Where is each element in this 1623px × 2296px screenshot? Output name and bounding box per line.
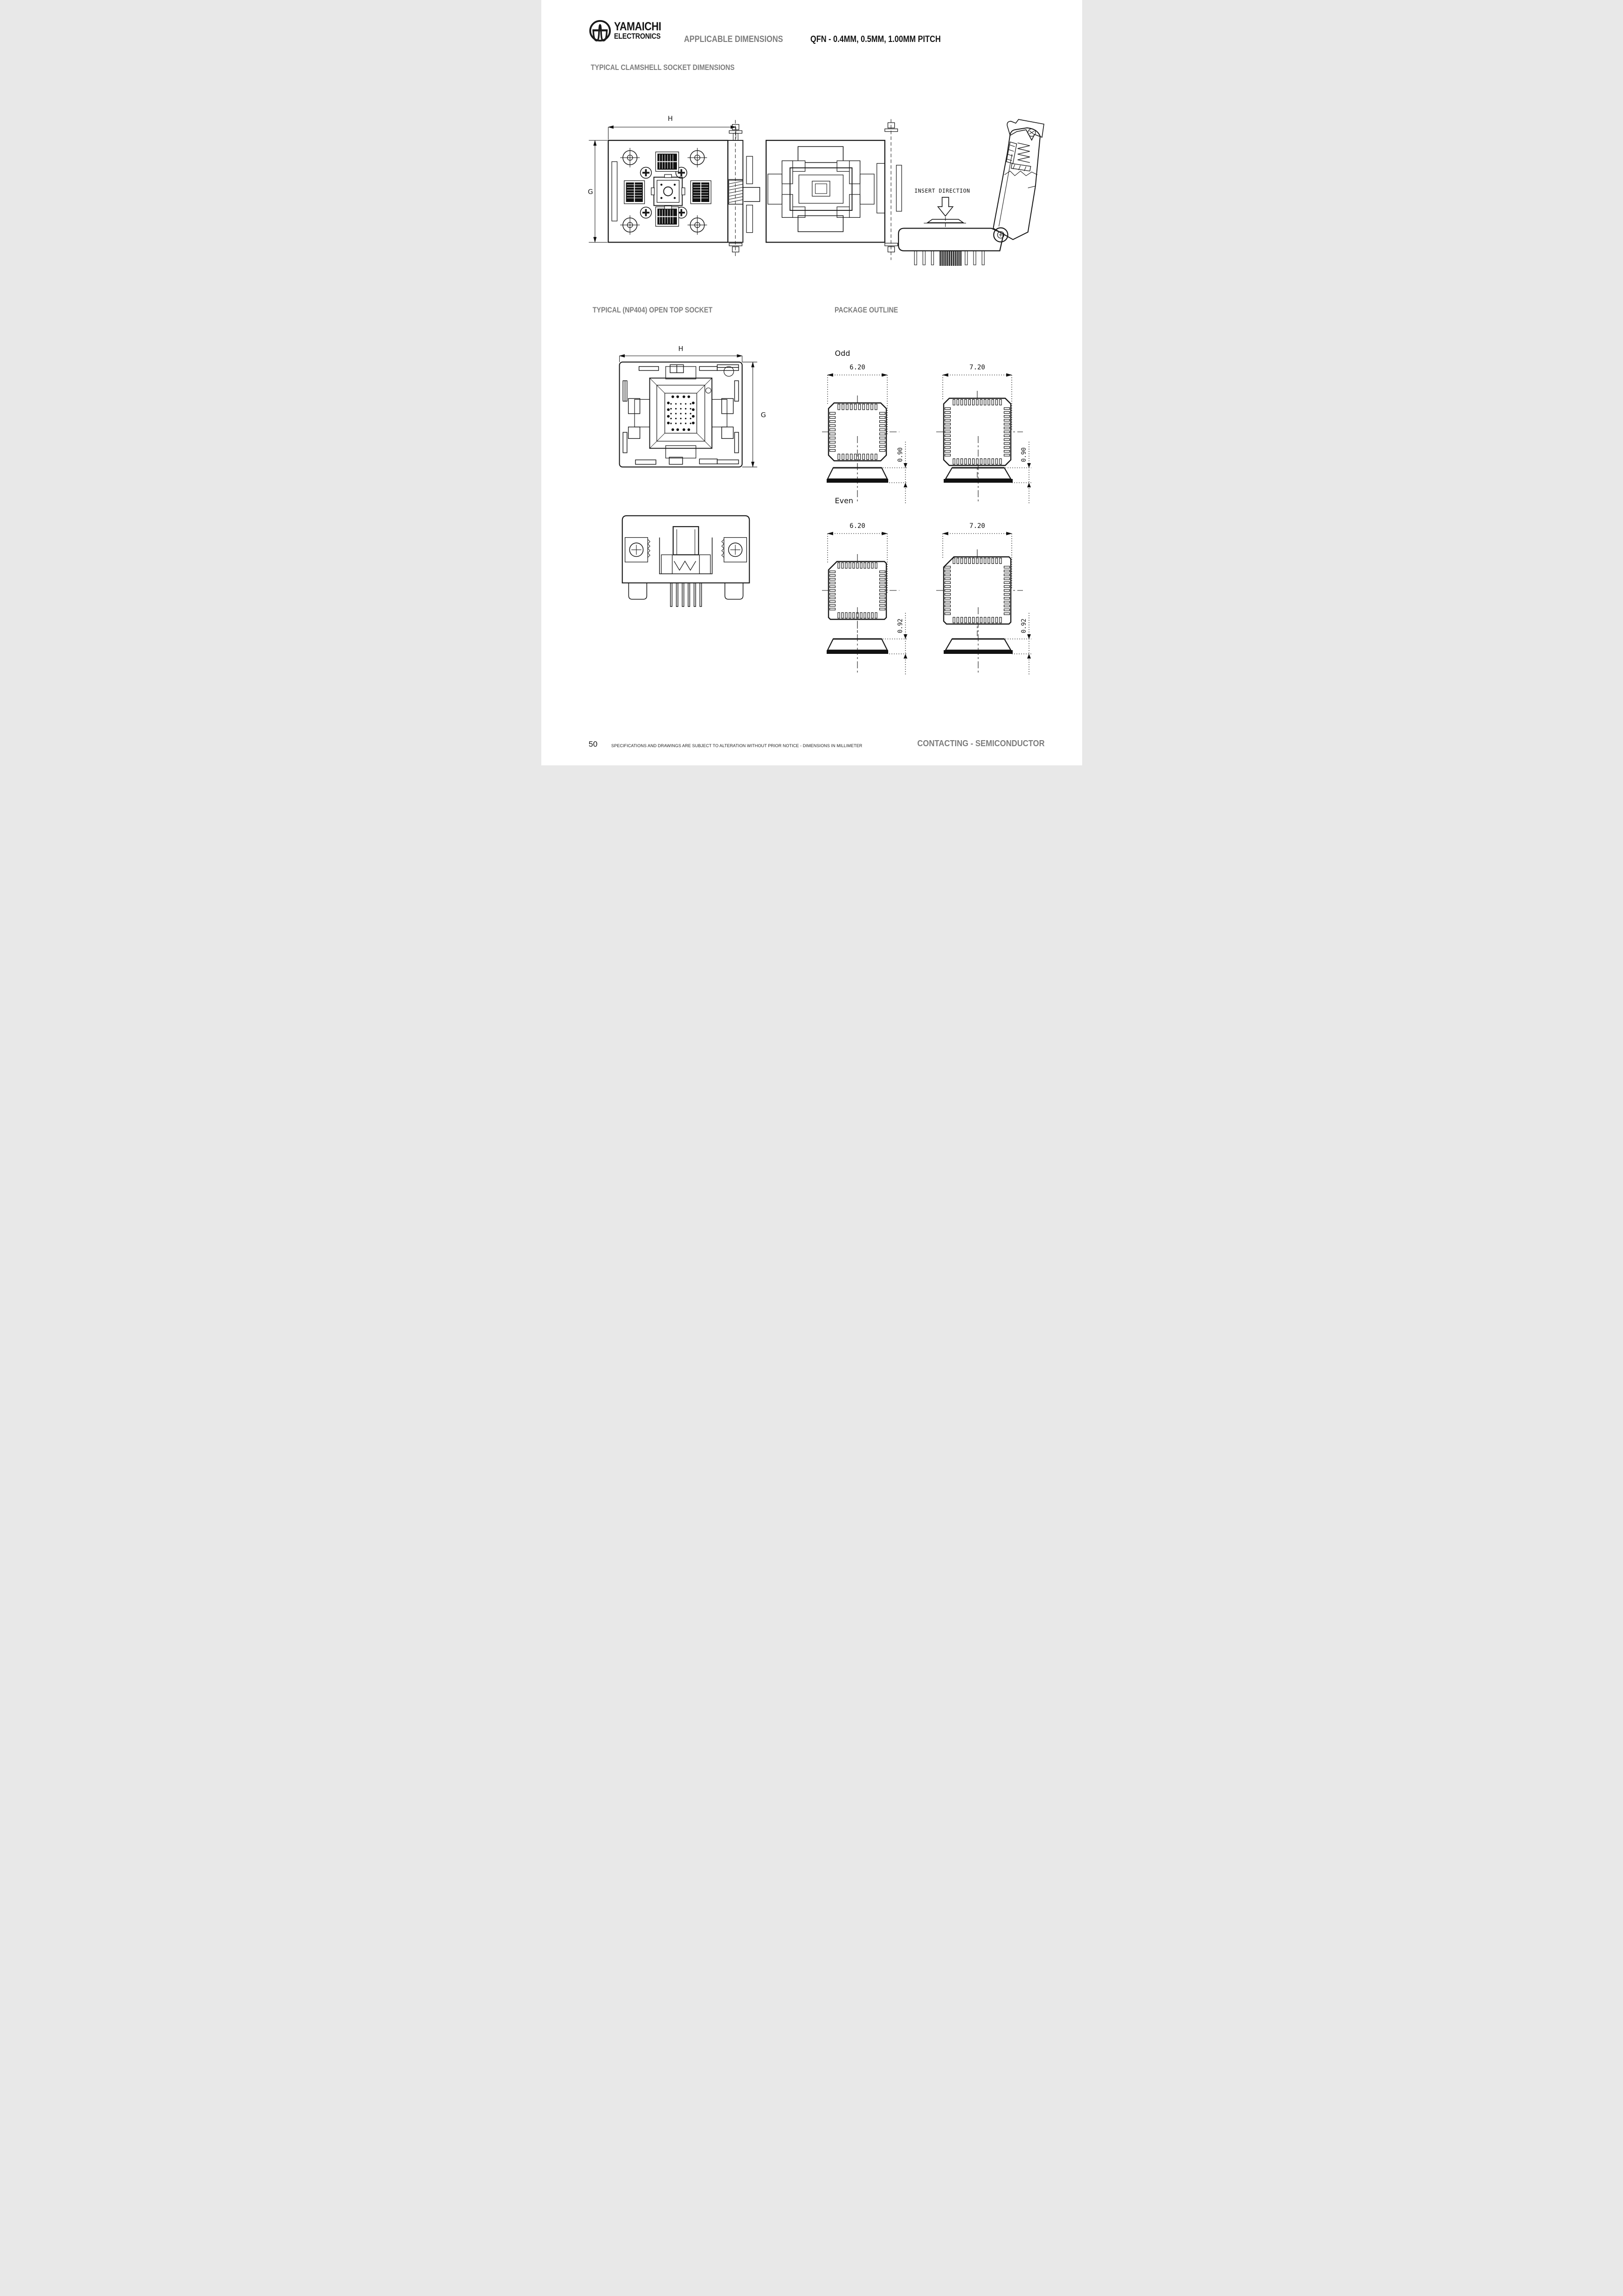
brand-block (614, 21, 669, 41)
socket-lid (993, 119, 1044, 240)
socket-center-nest (651, 174, 684, 209)
footer-disclaimer: SPECIFICATIONS AND DRAWINGS ARE SUBJECT TO ALTERATION WITHOUT PRIOR NOTICE - DIMENSIONS IN MILLIMETER (611, 743, 862, 748)
insert-direction-arrow-icon (938, 197, 953, 216)
dim-width-label: 7.20 (969, 522, 985, 530)
latch-bar (612, 162, 617, 221)
dim-thickness-label: 0.92 (1020, 618, 1028, 633)
plunger (659, 527, 712, 574)
break-line (1004, 171, 1037, 176)
dim-thickness-label: 0.90 (897, 447, 904, 462)
package-side-view-odd-large (935, 435, 1043, 505)
clamshell-top-view-drawing (587, 114, 764, 264)
page-number: 50 (588, 740, 598, 749)
footer-brand: CONTACTING - SEMICONDUCTOR (917, 738, 1045, 748)
datasheet-page (541, 0, 1082, 765)
dim-label-h: H (678, 345, 684, 353)
dim-thickness-label: 0.90 (1020, 447, 1028, 462)
dim-width-label: 7.20 (969, 364, 985, 371)
guide-hole-icon (705, 388, 711, 393)
section-title-opentop: TYPICAL (NP404) OPEN TOP SOCKET (592, 306, 712, 314)
section-title-clamshell: TYPICAL CLAMSHELL SOCKET DIMENSIONS (590, 63, 735, 72)
brand-line2: ELECTRONICS (614, 32, 661, 41)
screw-block (625, 538, 746, 562)
dim-label-g: G (760, 411, 766, 419)
dim-label-h: H (667, 115, 673, 123)
pin-row (670, 583, 701, 607)
guide-hole-icon (724, 367, 733, 376)
opentop-side-view-drawing (618, 511, 754, 616)
section-title-package-outline: PACKAGE OUTLINE (834, 306, 898, 314)
package-side-view-even-small (821, 606, 920, 676)
hinge-column (728, 120, 760, 258)
insert-direction-label: INSERT DIRECTION (914, 187, 970, 194)
spring-icon (1017, 143, 1029, 162)
corner-frame (782, 161, 860, 218)
socket-legs (628, 583, 743, 599)
socket-base (898, 228, 1003, 265)
pin-comb (940, 251, 960, 266)
mount-slots (623, 365, 739, 465)
brand-line1: YAMAICHI (614, 20, 661, 33)
opentop-top-view-drawing (614, 346, 770, 479)
even-row-label: Even (835, 496, 854, 505)
dim-thickness-label: 0.92 (897, 618, 904, 633)
dim-width-label: 6.20 (849, 364, 865, 371)
yamaichi-logo-icon (589, 20, 611, 42)
latch-hook-wire (743, 187, 760, 201)
dim-width-label: 6.20 (849, 522, 865, 530)
package-side-view-even-large (935, 606, 1043, 676)
page-title: QFN - 0.4MM, 0.5MM, 1.00MM PITCH (810, 35, 941, 44)
odd-row-label: Odd (835, 349, 850, 358)
clamshell-open-side-drawing (894, 117, 1049, 267)
pin-grid (670, 403, 691, 424)
page-subtitle: APPLICABLE DIMENSIONS (684, 35, 783, 44)
latch-lever (1007, 119, 1044, 140)
contact-block (624, 152, 711, 227)
device-chip (924, 217, 966, 229)
dim-label-g: G (587, 188, 593, 196)
socket-center-nest (635, 367, 727, 458)
clamshell-bottom-view-drawing (765, 114, 903, 264)
spring-icon (729, 180, 743, 204)
package-side-view-odd-small (821, 435, 920, 505)
